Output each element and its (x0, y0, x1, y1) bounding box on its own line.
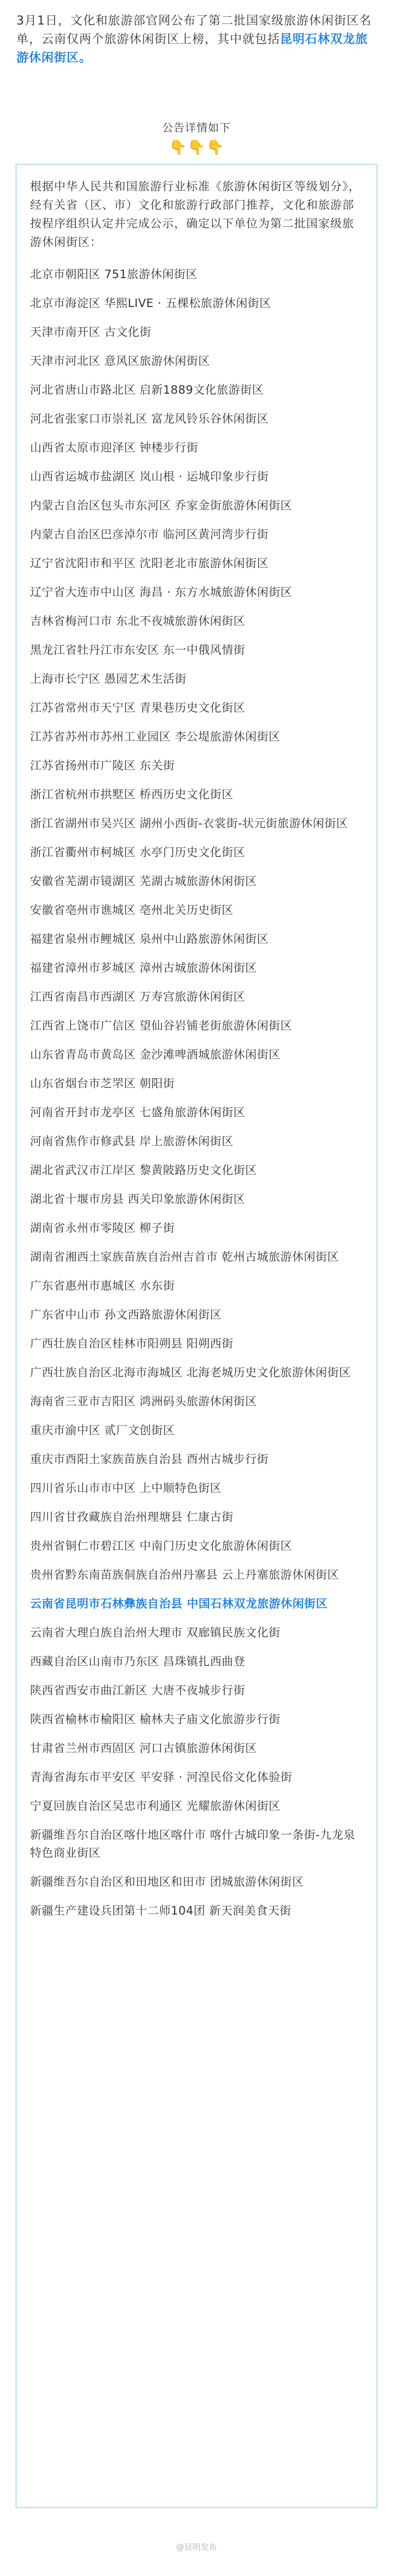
intro-text: 3月1日，文化和旅游部官网公布了第二批国家级旅游休闲街区名单，云南仅两个旅游休闲街区上榜，其中就包括 (16, 14, 372, 46)
district-item: 安徽省芜湖市镜湖区 芜湖古城旅游休闲街区 (30, 875, 257, 888)
district-item: 浙江省湖州市吴兴区 湖州小西街-衣裳街-状元街旅游休闲街区 (30, 817, 348, 830)
pointer-row (0, 140, 393, 156)
district-item: 山西省运城市盐湖区 岚山根 · 运城印象步行街 (30, 470, 269, 483)
district-item: 辽宁省大连市中山区 海昌 · 东方水城旅游休闲街区 (30, 586, 293, 599)
district-item: 河南省焦作市修武县 岸上旅游休闲街区 (30, 1135, 234, 1148)
notice-title: 公告详情如下 (162, 121, 231, 134)
district-item: 河北省张家口市崇礼区 富龙风铃乐谷休闲街区 (30, 412, 269, 425)
point-down-icon: 👇 (169, 140, 187, 156)
district-item: 四川省甘孜藏族自治州理塘县 仁康古街 (30, 1510, 234, 1524)
district-item: 河南省开封市龙亭区 七盛角旅游休闲街区 (30, 1106, 246, 1119)
district-item: 四川省乐山市市中区 上中顺特色街区 (30, 1482, 222, 1495)
district-item: 广西壮族自治区北海市海城区 北海老城历史文化旅游休闲街区 (30, 1366, 351, 1379)
district-item: 新疆维吾尔自治区喀什地区喀什市 喀什古城印象一条街-九龙泉特色商业街区 (30, 1828, 355, 1859)
district-item: 天津市河北区 意风区旅游休闲街区 (30, 354, 210, 368)
district-item: 重庆市酉阳土家族苗族自治县 酉州古城步行街 (30, 1453, 269, 1466)
district-item: 黑龙江省牡丹江市东安区 东一中俄风情街 (30, 643, 246, 657)
district-item: 湖南省永州市零陵区 柳子街 (30, 1221, 175, 1235)
district-item: 重庆市渝中区 贰厂文创街区 (30, 1424, 175, 1437)
district-item: 贵州省黔东南苗族侗族自治州丹寨县 云上丹寨旅游休闲街区 (30, 1568, 340, 1581)
district-item: 浙江省杭州市拱墅区 桥西历史文化街区 (30, 788, 234, 801)
district-item: 湖北省十堰市房县 西关印象旅游休闲街区 (30, 1193, 246, 1206)
point-down-icon: 👇 (206, 140, 224, 156)
district-item: 江西省南昌市西湖区 万寿宫旅游休闲街区 (30, 990, 246, 1003)
district-item: 湖北省武汉市江岸区 黎黄陂路历史文化街区 (30, 1164, 257, 1177)
district-item: 上海市长宁区 愚园艺术生活街 (30, 672, 187, 685)
district-item: 内蒙古自治区巴彦淖尔市 临河区黄河湾步行街 (30, 528, 269, 541)
point-down-icon: 👇 (187, 140, 206, 156)
notice-intro: 根据中华人民共和国旅游行业标准《旅游休闲街区等级划分》，经有关省（区、市）文化和旅游行政部门推荐，文化和旅游部按程序组织认定并完成公示，确定以下单位为第二批国家级旅游休闲街区： (30, 180, 361, 249)
district-item: 辽宁省沈阳市和平区 沈阳老北市旅游休闲街区 (30, 557, 269, 570)
district-item: 甘肃省兰州市西固区 河口古镇旅游休闲街区 (30, 1742, 257, 1755)
district-item: 江西省上饶市广信区 望仙谷岩铺老街旅游休闲街区 (30, 1019, 293, 1032)
district-item: 广东省中山市 孙文西路旅游休闲街区 (30, 1308, 222, 1321)
district-item: 海南省三亚市吉阳区 鸿洲码头旅游休闲街区 (30, 1395, 257, 1408)
district-item: 陕西省西安市曲江新区 大唐不夜城步行街 (30, 1684, 246, 1697)
district-item: 福建省漳州市芗城区 漳州古城旅游休闲街区 (30, 961, 257, 974)
district-item: 内蒙古自治区包头市东河区 乔家金街旅游休闲街区 (30, 499, 293, 512)
district-item: 北京市海淀区 华熙LIVE · 五棵松旅游休闲街区 (30, 297, 271, 310)
district-item: 福建省泉州市鲤城区 泉州中山路旅游休闲街区 (30, 932, 269, 946)
district-item: 山东省烟台市芝罘区 朝阳街 (30, 1077, 175, 1090)
notice-card (15, 164, 378, 2508)
intro-highlight: 昆明石林双龙旅游休闲街区。 (16, 33, 368, 65)
district-item: 新疆维吾尔自治区和田地区和田市 团城旅游休闲街区 (30, 1875, 304, 1888)
district-item: 浙江省衢州市柯城区 水亭门历史文化街区 (30, 846, 246, 859)
district-item: 广西壮族自治区桂林市阳朔县 阳朔西街 (30, 1337, 234, 1350)
district-item: 云南省大理白族自治州大理市 双廊镇民族文化街 (30, 1626, 281, 1639)
weibo-watermark: @昆明发布 (176, 2542, 217, 2552)
district-item: 吉林省梅河口市 东北不夜城旅游休闲街区 (30, 615, 246, 628)
district-item: 江苏省扬州市广陵区 东关街 (30, 759, 175, 772)
district-item: 北京市朝阳区 751旅游休闲街区 (30, 268, 198, 281)
district-item: 青海省海东市平安区 平安驿 · 河湟民俗文化体验街 (30, 1771, 293, 1784)
district-item: 西藏自治区山南市乃东区 昌珠镇扎西曲登 (30, 1655, 246, 1668)
district-item: 新疆生产建设兵团第十二师104团 新天润美食天街 (30, 1904, 291, 1917)
district-item: 江苏省常州市天宁区 青果巷历史文化街区 (30, 701, 246, 714)
district-item: 湖南省湘西土家族苗族自治州吉首市 乾州古城旅游休闲街区 (30, 1250, 340, 1263)
intro-paragraph (16, 12, 378, 68)
featured-district-item: 云南省昆明市石林彝族自治县 中国石林双龙旅游休闲街区 (30, 1597, 328, 1610)
district-item: 广东省惠州市惠城区 水东街 (30, 1279, 175, 1292)
district-item: 宁夏回族自治区吴忠市利通区 光耀旅游休闲街区 (30, 1799, 281, 1813)
district-item: 河北省唐山市路北区 启新1889文化旅游街区 (30, 383, 264, 396)
district-item: 陕西省榆林市榆阳区 榆林夫子庙文化旅游步行街 (30, 1713, 281, 1726)
district-list (30, 266, 365, 1920)
district-item: 山西省太原市迎泽区 钟楼步行街 (30, 441, 199, 454)
district-item: 山东省青岛市黄岛区 金沙滩啤酒城旅游休闲街区 (30, 1048, 281, 1061)
district-item: 江苏省苏州市苏州工业园区 李公堤旅游休闲街区 (30, 730, 281, 743)
district-item: 贵州省铜仁市碧江区 中南门历史文化旅游休闲街区 (30, 1539, 293, 1552)
district-item: 安徽省亳州市谯城区 亳州北关历史街区 (30, 904, 234, 917)
district-item: 天津市南开区 古文化街 (30, 326, 152, 339)
